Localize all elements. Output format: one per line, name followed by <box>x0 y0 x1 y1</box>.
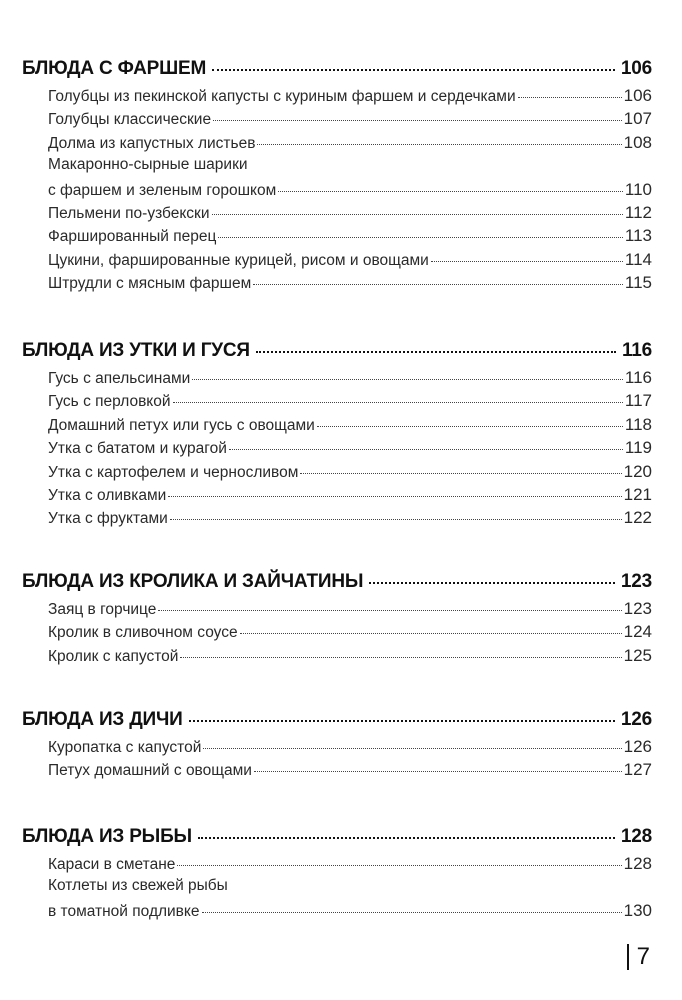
entry-title: Голубцы классические <box>48 111 212 129</box>
toc-entry[interactable] <box>48 599 652 622</box>
entry-title: Долма из капустных листьев <box>48 134 256 152</box>
dot-leader <box>173 402 623 403</box>
dot-leader <box>198 837 615 839</box>
toc-section <box>22 340 652 532</box>
entry-title: Пельмени по-узбекски <box>48 204 210 222</box>
section-page: 128 <box>620 826 652 847</box>
entry-title: Фаршированный перец <box>48 228 217 246</box>
dot-leader <box>256 351 616 353</box>
entry-title: Домашний петух или гусь с овощами <box>48 416 315 434</box>
entry-page: 107 <box>623 109 652 129</box>
section-heading[interactable] <box>22 709 652 737</box>
toc-section <box>22 571 652 669</box>
entry-page: 110 <box>624 179 652 199</box>
entry-title: Куропатка с капустой <box>48 739 202 756</box>
entry-first-line: Макаронно-сырные шарики <box>48 156 248 174</box>
toc-entry[interactable] <box>48 180 652 203</box>
section-heading[interactable] <box>22 58 652 86</box>
entry-title: Кролик с капустой <box>48 647 179 665</box>
section-title: БЛЮДА С ФАРШЕМ <box>22 58 207 79</box>
entry-title: с фаршем и зеленым горошком <box>48 181 277 199</box>
toc-entry[interactable] <box>48 737 652 760</box>
entry-page: 127 <box>623 760 652 780</box>
dot-leader <box>254 771 622 772</box>
toc-entry[interactable] <box>48 368 652 391</box>
toc-section <box>22 58 652 297</box>
entry-title: Гусь с апельсинами <box>48 370 191 387</box>
entry-title: Голубцы из пекинской капусты с куриным фаршем и сердечками <box>48 88 516 105</box>
entry-page: 106 <box>623 86 652 105</box>
entry-title: Караси в сметане <box>48 856 176 873</box>
entry-page: 122 <box>623 508 652 528</box>
entry-title: в томатной подливке <box>48 902 200 920</box>
entry-title: Утка с фруктами <box>48 510 168 528</box>
dot-leader <box>212 69 615 71</box>
entry-first-line: Котлеты из свежей рыбы <box>48 877 228 895</box>
entry-title: Штрудли с мясным фаршем <box>48 275 252 293</box>
entry-page: 112 <box>624 202 652 222</box>
toc-entry[interactable] <box>48 760 652 783</box>
entry-page: 130 <box>623 900 652 920</box>
entry-page: 124 <box>623 622 652 642</box>
dot-leader <box>218 237 622 238</box>
entry-page: 120 <box>623 461 652 481</box>
toc-entry[interactable] <box>48 273 652 296</box>
entry-page: 125 <box>623 645 652 665</box>
toc-entry[interactable] <box>48 86 652 109</box>
toc-entry[interactable] <box>48 622 652 645</box>
dot-leader <box>212 214 623 215</box>
entry-page: 119 <box>624 438 652 458</box>
section-heading[interactable] <box>22 340 652 368</box>
dot-leader <box>213 120 622 121</box>
entry-page: 113 <box>624 226 652 246</box>
entry-title: Утка с бататом и курагой <box>48 440 227 458</box>
section-title: БЛЮДА ИЗ КРОЛИКА И ЗАЙЧАТИНЫ <box>22 571 364 592</box>
dot-leader <box>518 97 622 98</box>
entry-title: Петух домашний с овощами <box>48 762 252 780</box>
toc-entry[interactable] <box>48 462 652 485</box>
toc-entry[interactable] <box>48 646 652 669</box>
entry-title: Гусь с перловкой <box>48 393 171 411</box>
page-number-text: 7 <box>636 943 650 970</box>
dot-leader <box>203 748 621 749</box>
entry-title: Утка с картофелем и черносливом <box>48 463 299 481</box>
entry-page: 117 <box>624 391 652 411</box>
dot-leader <box>177 865 621 866</box>
dot-leader <box>253 284 623 285</box>
section-page: 116 <box>621 340 652 361</box>
toc-entry[interactable] <box>48 203 652 226</box>
dot-leader <box>229 449 623 450</box>
entry-title: Кролик в сливочном соусе <box>48 624 238 642</box>
dot-leader <box>431 261 623 262</box>
toc-entry[interactable] <box>48 133 652 156</box>
toc-entry[interactable] <box>48 415 652 438</box>
toc-section <box>22 826 652 924</box>
dot-leader <box>278 191 623 192</box>
dot-leader <box>192 379 623 380</box>
dot-leader <box>168 496 621 497</box>
section-heading[interactable] <box>22 826 652 854</box>
toc-entry[interactable] <box>48 250 652 273</box>
entry-title: Цукини, фаршированные курицей, рисом и овощами <box>48 251 429 269</box>
entry-page: 121 <box>623 484 652 504</box>
dot-leader <box>317 426 623 427</box>
section-title: БЛЮДА ИЗ ДИЧИ <box>22 709 183 730</box>
dot-leader <box>257 144 621 145</box>
dot-leader <box>202 912 622 913</box>
entry-title: Утка с оливками <box>48 486 167 504</box>
page-number-divider <box>627 944 629 970</box>
dot-leader <box>369 582 615 584</box>
toc-entry[interactable] <box>48 226 652 249</box>
entry-page: 115 <box>624 273 652 293</box>
entry-page: 108 <box>623 132 652 152</box>
toc-entry[interactable] <box>48 901 652 924</box>
toc-entry[interactable] <box>48 485 652 508</box>
section-title: БЛЮДА ИЗ РЫБЫ <box>22 826 192 847</box>
dot-leader <box>180 657 621 658</box>
entry-page: 123 <box>623 599 652 618</box>
toc-entry[interactable] <box>48 508 652 531</box>
page-number <box>627 943 650 971</box>
dot-leader <box>158 610 621 611</box>
dot-leader <box>170 519 622 520</box>
toc-entry[interactable] <box>48 109 652 132</box>
entry-page: 116 <box>624 368 652 387</box>
section-page: 123 <box>620 571 652 592</box>
entry-page: 128 <box>623 854 652 873</box>
entry-page: 126 <box>623 737 652 756</box>
section-page: 126 <box>620 709 652 730</box>
toc-entry[interactable] <box>48 391 652 414</box>
entry-page: 118 <box>624 414 652 434</box>
entry-title: Заяц в горчице <box>48 601 157 618</box>
section-page: 106 <box>620 58 652 79</box>
dot-leader <box>300 473 621 474</box>
toc-entry[interactable] <box>48 438 652 461</box>
dot-leader <box>189 720 615 722</box>
dot-leader <box>240 633 622 634</box>
section-heading[interactable] <box>22 571 652 599</box>
toc-section <box>22 709 652 784</box>
toc-entry[interactable] <box>48 854 652 877</box>
entry-page: 114 <box>624 249 652 269</box>
section-title: БЛЮДА ИЗ УТКИ И ГУСЯ <box>22 340 250 361</box>
